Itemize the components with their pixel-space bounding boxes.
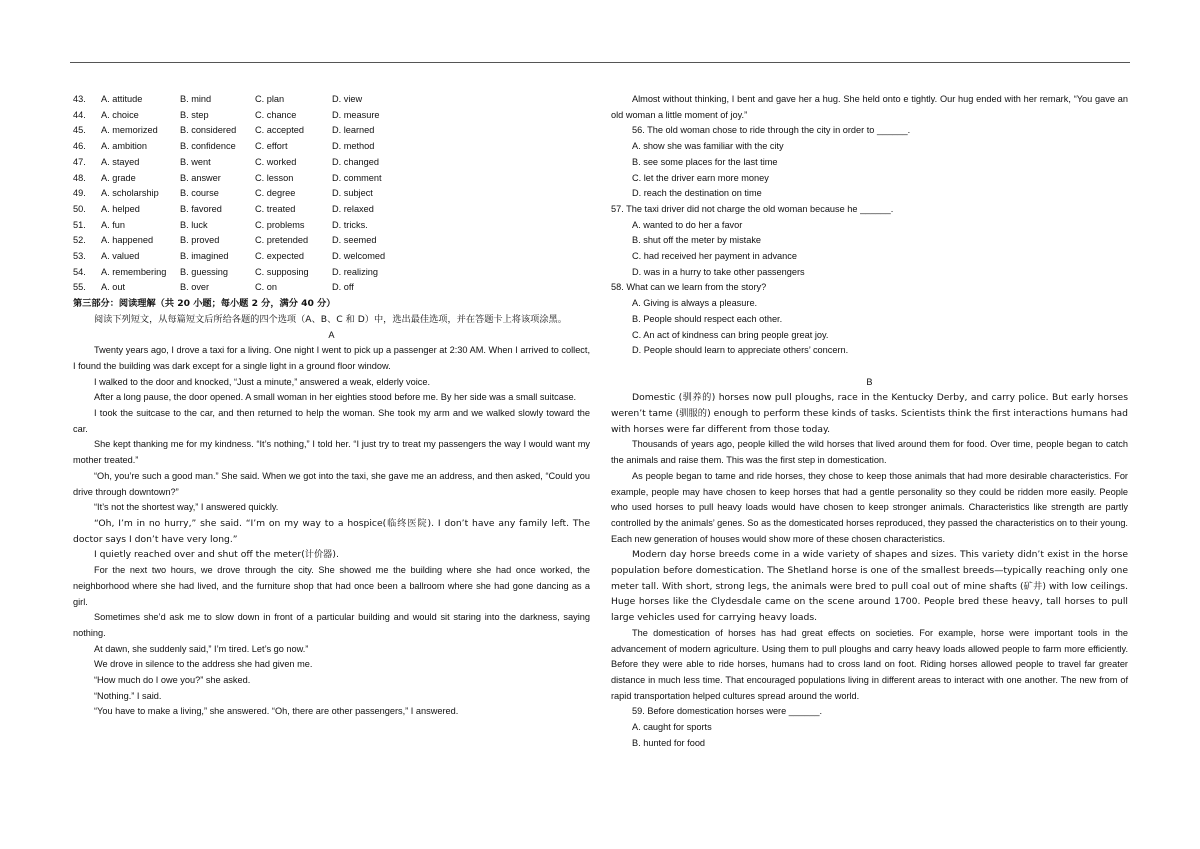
question-number: 44. (73, 109, 86, 120)
option-d: D. realizing (332, 266, 378, 277)
question-57-option-a: A. wanted to do her a favor (632, 219, 743, 230)
cloze-option-row (73, 139, 590, 155)
right-column (611, 92, 1128, 752)
option-d: D. subject (332, 188, 373, 199)
cloze-option-row (73, 108, 590, 124)
question-59-stem: 59. Before domestication horses were ______. (632, 706, 822, 717)
passage-a-paragraph: After a long pause, the door opened. A small woman in her eighties stood before me. By her side was a small suitcase. (94, 392, 577, 403)
option-c: C. pretended (255, 235, 309, 246)
question-56-option-a: A. show she was familiar with the city (632, 141, 784, 152)
question-56-stem: 56. The old woman chose to ride through the city in order to ______. (632, 125, 911, 136)
cloze-option-row (73, 155, 590, 171)
option-c: C. effort (255, 141, 288, 152)
option-c: C. degree (255, 188, 296, 199)
option-b: B. course (180, 188, 219, 199)
passage-a-paragraph: I took the suitcase to the car, and then returned to help the woman. She took my arm and we walked slowly toward the car. (73, 408, 590, 434)
passage-a-paragraph: I quietly reached over and shut off the meter(计价器). (94, 549, 339, 561)
question-56-option-b: B. see some places for the last time (632, 156, 778, 167)
option-d: D. tricks. (332, 219, 368, 230)
option-d: D. welcomed (332, 251, 386, 262)
option-b: B. step (180, 109, 209, 120)
option-a: A. remembering (101, 266, 167, 277)
question-59-option-a: A. caught for sports (632, 722, 712, 733)
section3-instruction: 阅读下列短文，从每篇短文后所给各题的四个选项（A、B、C 和 D）中，选出最佳选项，并在答题卡上将该项涂黑。 (94, 313, 567, 325)
passage-b-label: B (866, 376, 873, 387)
option-b: B. answer (180, 172, 221, 183)
option-a: A. ambition (101, 141, 147, 152)
option-c: C. worked (255, 156, 297, 167)
question-57-option-d: D. was in a hurry to take other passengers (632, 266, 805, 277)
option-d: D. measure (332, 109, 380, 120)
passage-a-paragraph: Sometimes she’d ask me to slow down in front of a particular building and would sit staring into the darkness, saying nothing. (73, 612, 590, 638)
option-b: B. mind (180, 94, 212, 104)
option-c: C. expected (255, 251, 305, 262)
cloze-option-row (73, 218, 590, 234)
option-a: A. fun (101, 219, 126, 230)
header-rule (70, 62, 1130, 63)
question-57-stem: 57. The taxi driver did not charge the old woman because he ______. (611, 203, 894, 214)
passage-a-paragraph: “Oh, I’m in no hurry,” she said. “I’m on my way to a hospice(临终医院). I don’t have any family left. The doctor says I don’t have very long.” (73, 517, 590, 545)
option-d: D. off (332, 282, 354, 293)
option-b: B. proved (180, 235, 220, 246)
option-c: C. treated (255, 203, 296, 214)
option-a: A. grade (101, 172, 136, 183)
spacer (611, 359, 1128, 375)
cloze-option-row (73, 171, 590, 187)
question-58-stem: 58. What can we learn from the story? (611, 282, 767, 293)
option-c: C. plan (255, 94, 285, 104)
question-number: 45. (73, 125, 86, 136)
cloze-option-row (73, 123, 590, 139)
cloze-option-row (73, 280, 590, 296)
option-d: D. changed (332, 156, 379, 167)
option-a: A. out (101, 282, 126, 293)
question-58-option-c: C. An act of kindness can bring people great joy. (632, 329, 829, 340)
cloze-option-row (73, 92, 590, 108)
option-b: B. luck (180, 219, 208, 230)
option-b: B. guessing (180, 266, 229, 277)
option-d: D. relaxed (332, 203, 374, 214)
option-d: D. seemed (332, 235, 377, 246)
option-b: B. considered (180, 125, 237, 136)
option-c: C. supposing (255, 266, 309, 277)
passage-b-paragraph: The domestication of horses has had great effects on societies. For example, horse were important tools in the advancement of modern agriculture. Using them to pull ploughs and carry heavy loads allowed people to farm more efficiently. Before they were able to ride horses, humans had to cross land on foot. Riding horses allowed people to travel far greater distance in much less time. That encouraged populations living in different areas to interact with one another. The new from of rapid transportation helped cultures spread around the world. (611, 627, 1128, 701)
question-number: 43. (73, 94, 86, 104)
passage-a-paragraph: At dawn, she suddenly said,” I’m tired. Let’s go now.” (94, 643, 309, 654)
left-column (73, 92, 590, 720)
passage-a-paragraph: Twenty years ago, I drove a taxi for a living. One night I went to pick up a passenger at 2:30 AM. When I arrived to collect, I found the building was dark except for a single light in a ground floor window. (73, 345, 590, 371)
passage-a-label: A (328, 329, 335, 340)
option-b: B. favored (180, 203, 222, 214)
question-57-option-b: B. shut off the meter by mistake (632, 235, 762, 246)
option-c: C. problems (255, 219, 305, 230)
option-b: B. confidence (180, 141, 236, 152)
question-number: 48. (73, 172, 86, 183)
passage-a-paragraph: She kept thanking me for my kindness. “It’s nothing,” I told her. “I just try to treat my passengers the way I would want my mother treated.” (73, 439, 590, 466)
option-c: C. on (255, 282, 277, 293)
passage-a-paragraph: “Oh, you’re such a good man.” She said. When we got into the taxi, she gave me an address, and then asked, “Could you drive through downtown?” (73, 470, 590, 497)
cloze-option-row (73, 186, 590, 202)
question-number: 51. (73, 219, 86, 230)
passage-a-paragraph: “It’s not the shortest way,” I answered quickly. (94, 502, 279, 513)
question-57-option-c: C. had received her payment in advance (632, 251, 797, 262)
question-number: 53. (73, 251, 86, 262)
question-number: 55. (73, 282, 86, 293)
option-c: C. chance (255, 109, 297, 120)
cloze-options-list (73, 92, 590, 296)
option-a: A. choice (101, 109, 139, 120)
passage-a-paragraph: “Nothing.” I said. (94, 690, 162, 701)
cloze-option-row (73, 202, 590, 218)
option-b: B. imagined (180, 251, 229, 262)
option-a: A. attitude (101, 94, 143, 104)
option-a: A. valued (101, 251, 140, 262)
question-58-option-d: D. People should learn to appreciate others’ concern. (632, 345, 849, 356)
option-b: B. over (180, 282, 210, 293)
cloze-option-row (73, 265, 590, 281)
option-a: A. stayed (101, 156, 140, 167)
option-b: B. went (180, 156, 211, 167)
option-a: A. happened (101, 235, 154, 246)
option-d: D. learned (332, 125, 375, 136)
option-a: A. memorized (101, 125, 158, 136)
passage-a-paragraph: “How much do I owe you?” she asked. (94, 675, 251, 686)
passage-a-paragraph: Almost without thinking, I bent and gave her a hug. She held onto e tightly. Our hug ended with her remark, “You gave an old woman a little moment of joy.” (611, 94, 1128, 120)
question-number: 49. (73, 188, 86, 199)
question-number: 54. (73, 266, 86, 277)
option-d: D. view (332, 94, 363, 104)
passage-b-paragraph: Domestic (驯养的) horses now pull ploughs, race in the Kentucky Derby, and carry police. But early horses weren’t tame (驯服的) enough to perform these kinds of tasks. Scientists think the first interactions humans had with horses were far different from those today. (611, 392, 1128, 435)
option-d: D. method (332, 141, 375, 152)
option-c: C. accepted (255, 125, 305, 136)
passage-a-paragraph: For the next two hours, we drove through the city. She showed me the building where she had once worked, the neighborhood where she had lived, and the furniture shop that had once been a ballroom where she had gone dancing as a girl. (73, 565, 590, 607)
question-58-option-a: A. Giving is always a pleasure. (632, 298, 758, 309)
passage-b-paragraph: As people began to tame and ride horses, they chose to keep those animals that had more desirable characteristics. For example, people may have chosen to keep horses that had a gentle personality so they could be ridden more easily. People who used horses to pull heavy loads would have chosen to keep stronger animals. Characteristics like strength are partly controlled by the animals’ genes. So as the domesticated horses reproduced, they passed the characteristics on to their young. Each new generation of houses would show more of these chosen characteristics. (611, 470, 1128, 544)
passage-b-paragraph: Thousands of years ago, people killed the wild horses that lived around them for food. Over time, people began to catch the animals and raise them. This was the first step in domestication. (611, 439, 1128, 466)
cloze-option-row (73, 249, 590, 265)
passage-b-paragraph: Modern day horse breeds come in a wide variety of shapes and sizes. This variety didn’t exist in the horse population before domestication. The Shetland horse is one of the smallest breeds—typically reaching only one meter tall. With short, strong legs, the animals were bred to pull coal out of mine shafts (矿井) with low ceilings. Huge horses like the Clydesdale came on the scene around 1700. People bred these heavy, tall horses to pull large vehicles used for carrying heavy loads. (611, 549, 1128, 624)
question-56-option-d: D. reach the destination on time (632, 188, 762, 199)
question-number: 50. (73, 203, 86, 214)
question-58-option-b: B. People should respect each other. (632, 313, 783, 324)
question-number: 52. (73, 235, 86, 246)
option-c: C. lesson (255, 172, 294, 183)
question-56-option-c: C. let the driver earn more money (632, 172, 769, 183)
cloze-option-row (73, 233, 590, 249)
passage-a-paragraph: We drove in silence to the address she had given me. (94, 659, 313, 670)
question-59-option-b: B. hunted for food (632, 737, 706, 748)
question-number: 46. (73, 141, 86, 152)
option-a: A. helped (101, 203, 140, 214)
passage-a-paragraph: I walked to the door and knocked, “Just a minute,” answered a weak, elderly voice. (94, 376, 431, 387)
option-d: D. comment (332, 172, 382, 183)
passage-a-paragraph: “You have to make a living,” she answered. “Oh, there are other passengers,” I answered. (94, 706, 459, 717)
question-number: 47. (73, 156, 86, 167)
option-a: A. scholarship (101, 188, 159, 199)
section3-heading: 第三部分：阅读理解（共 20 小题；每小题 2 分，满分 40 分） (73, 298, 336, 310)
